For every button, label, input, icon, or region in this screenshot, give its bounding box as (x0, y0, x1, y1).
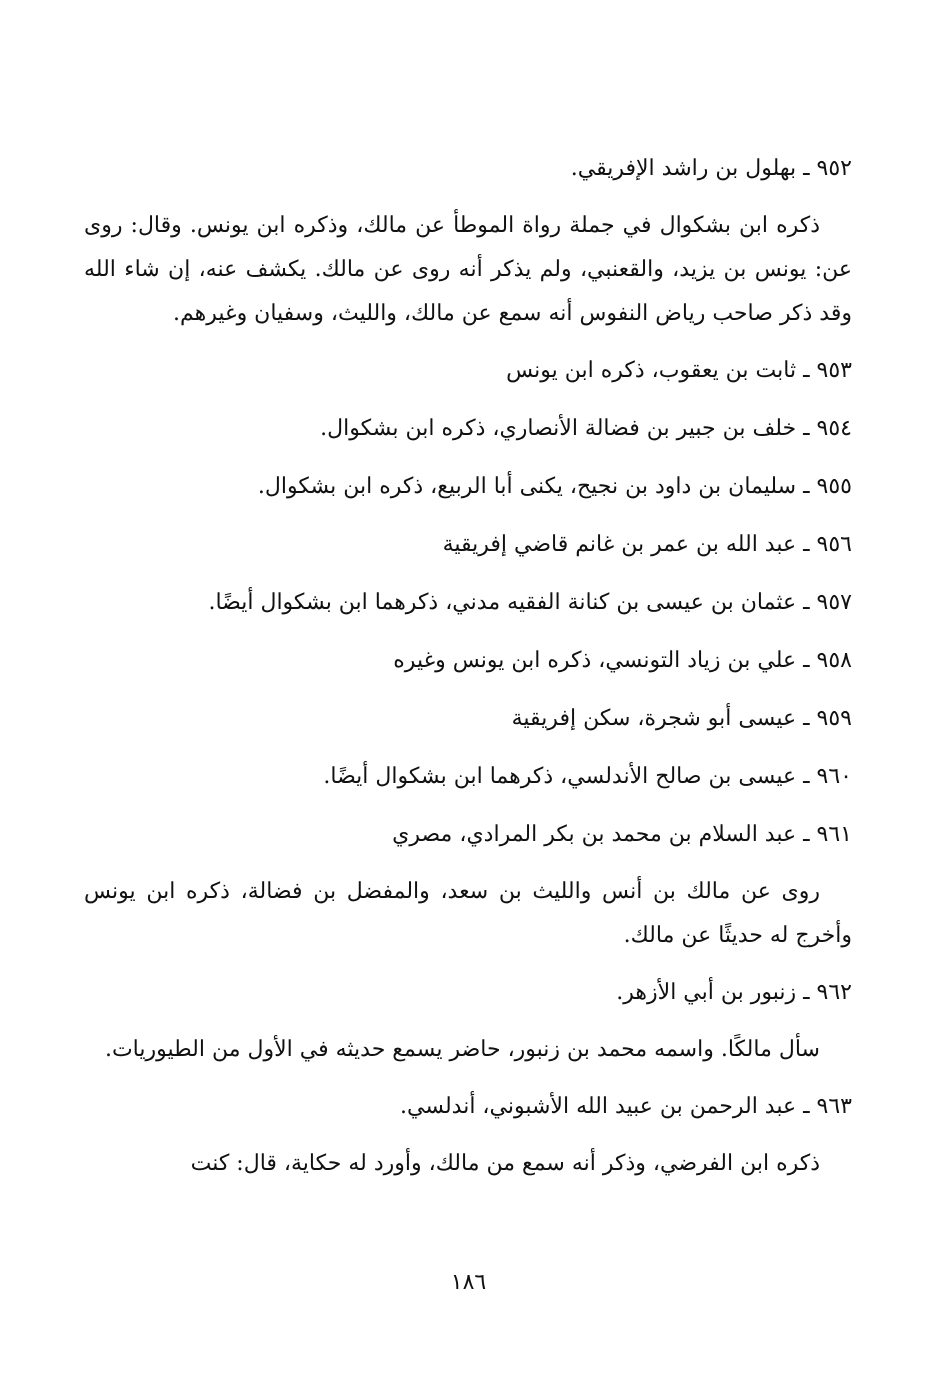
paragraph-963: ذكره ابن الفرضي، وذكر أنه سمع من مالك، وأورد له حكاية، قال: كنت (190, 1151, 820, 1176)
entry-957: ٩٥٧ ـ عثمان بن عيسى بن كنانة الفقيه مدني، ذكرهما ابن بشكوال أيضًا. (208, 590, 852, 615)
entry-953: ٩٥٣ ـ ثابت بن يعقوب، ذكره ابن يونس (506, 358, 852, 383)
entry-963: ٩٦٣ ـ عبد الرحمن بن عبيد الله الأشبوني، أندلسي. (400, 1094, 852, 1119)
entry-959: ٩٥٩ ـ عيسى أبو شجرة، سكن إفريقية (511, 706, 852, 731)
page-number: ١٨٦ (450, 1270, 487, 1295)
entry-952: ٩٥٢ ـ بهلول بن راشد الإفريقي. (570, 156, 852, 181)
entry-961: ٩٦١ ـ عبد السلام بن محمد بن بكر المرادي، مصري (392, 822, 852, 847)
entry-956: ٩٥٦ ـ عبد الله بن عمر بن غانم قاضي إفريقية (442, 532, 852, 557)
paragraph-961: روى عن مالك بن أنس والليث بن سعد، والمفضل بن فضالة، ذكره ابن يونس وأخرج له حديثًا عن مالك. (84, 879, 852, 948)
paragraph-962: سأل مالكًا. واسمه محمد بن زنبور، حاضر يسمع حديثه في الأول من الطيوريات. (104, 1037, 820, 1062)
entry-962: ٩٦٢ ـ زنبور بن أبي الأزهر. (616, 980, 852, 1005)
paragraph-952: ذكره ابن بشكوال في جملة رواة الموطأ عن مالك، وذكره ابن يونس. وقال: روى عن: يونس بن يزيد، والقعنبي، ولم يذكر أنه روى عن مالك. يكشف عنه، إن شاء الله وقد ذكر صاحب رياض النفوس أنه سمع عن مالك، والليث، وسفيان وغيرهم. (84, 213, 852, 326)
main-text (84, 140, 852, 1192)
entry-960: ٩٦٠ ـ عيسى بن صالح الأندلسي، ذكرهما ابن بشكوال أيضًا. (323, 764, 852, 789)
entry-954: ٩٥٤ ـ خلف بن جبير بن فضالة الأنصاري، ذكره ابن بشكوال. (320, 416, 852, 441)
entry-958: ٩٥٨ ـ علي بن زياد التونسي، ذكره ابن يونس وغيره (393, 648, 852, 673)
entry-955: ٩٥٥ ـ سليمان بن داود بن نجيح، يكنى أبا الربيع، ذكره ابن بشكوال. (257, 474, 852, 499)
